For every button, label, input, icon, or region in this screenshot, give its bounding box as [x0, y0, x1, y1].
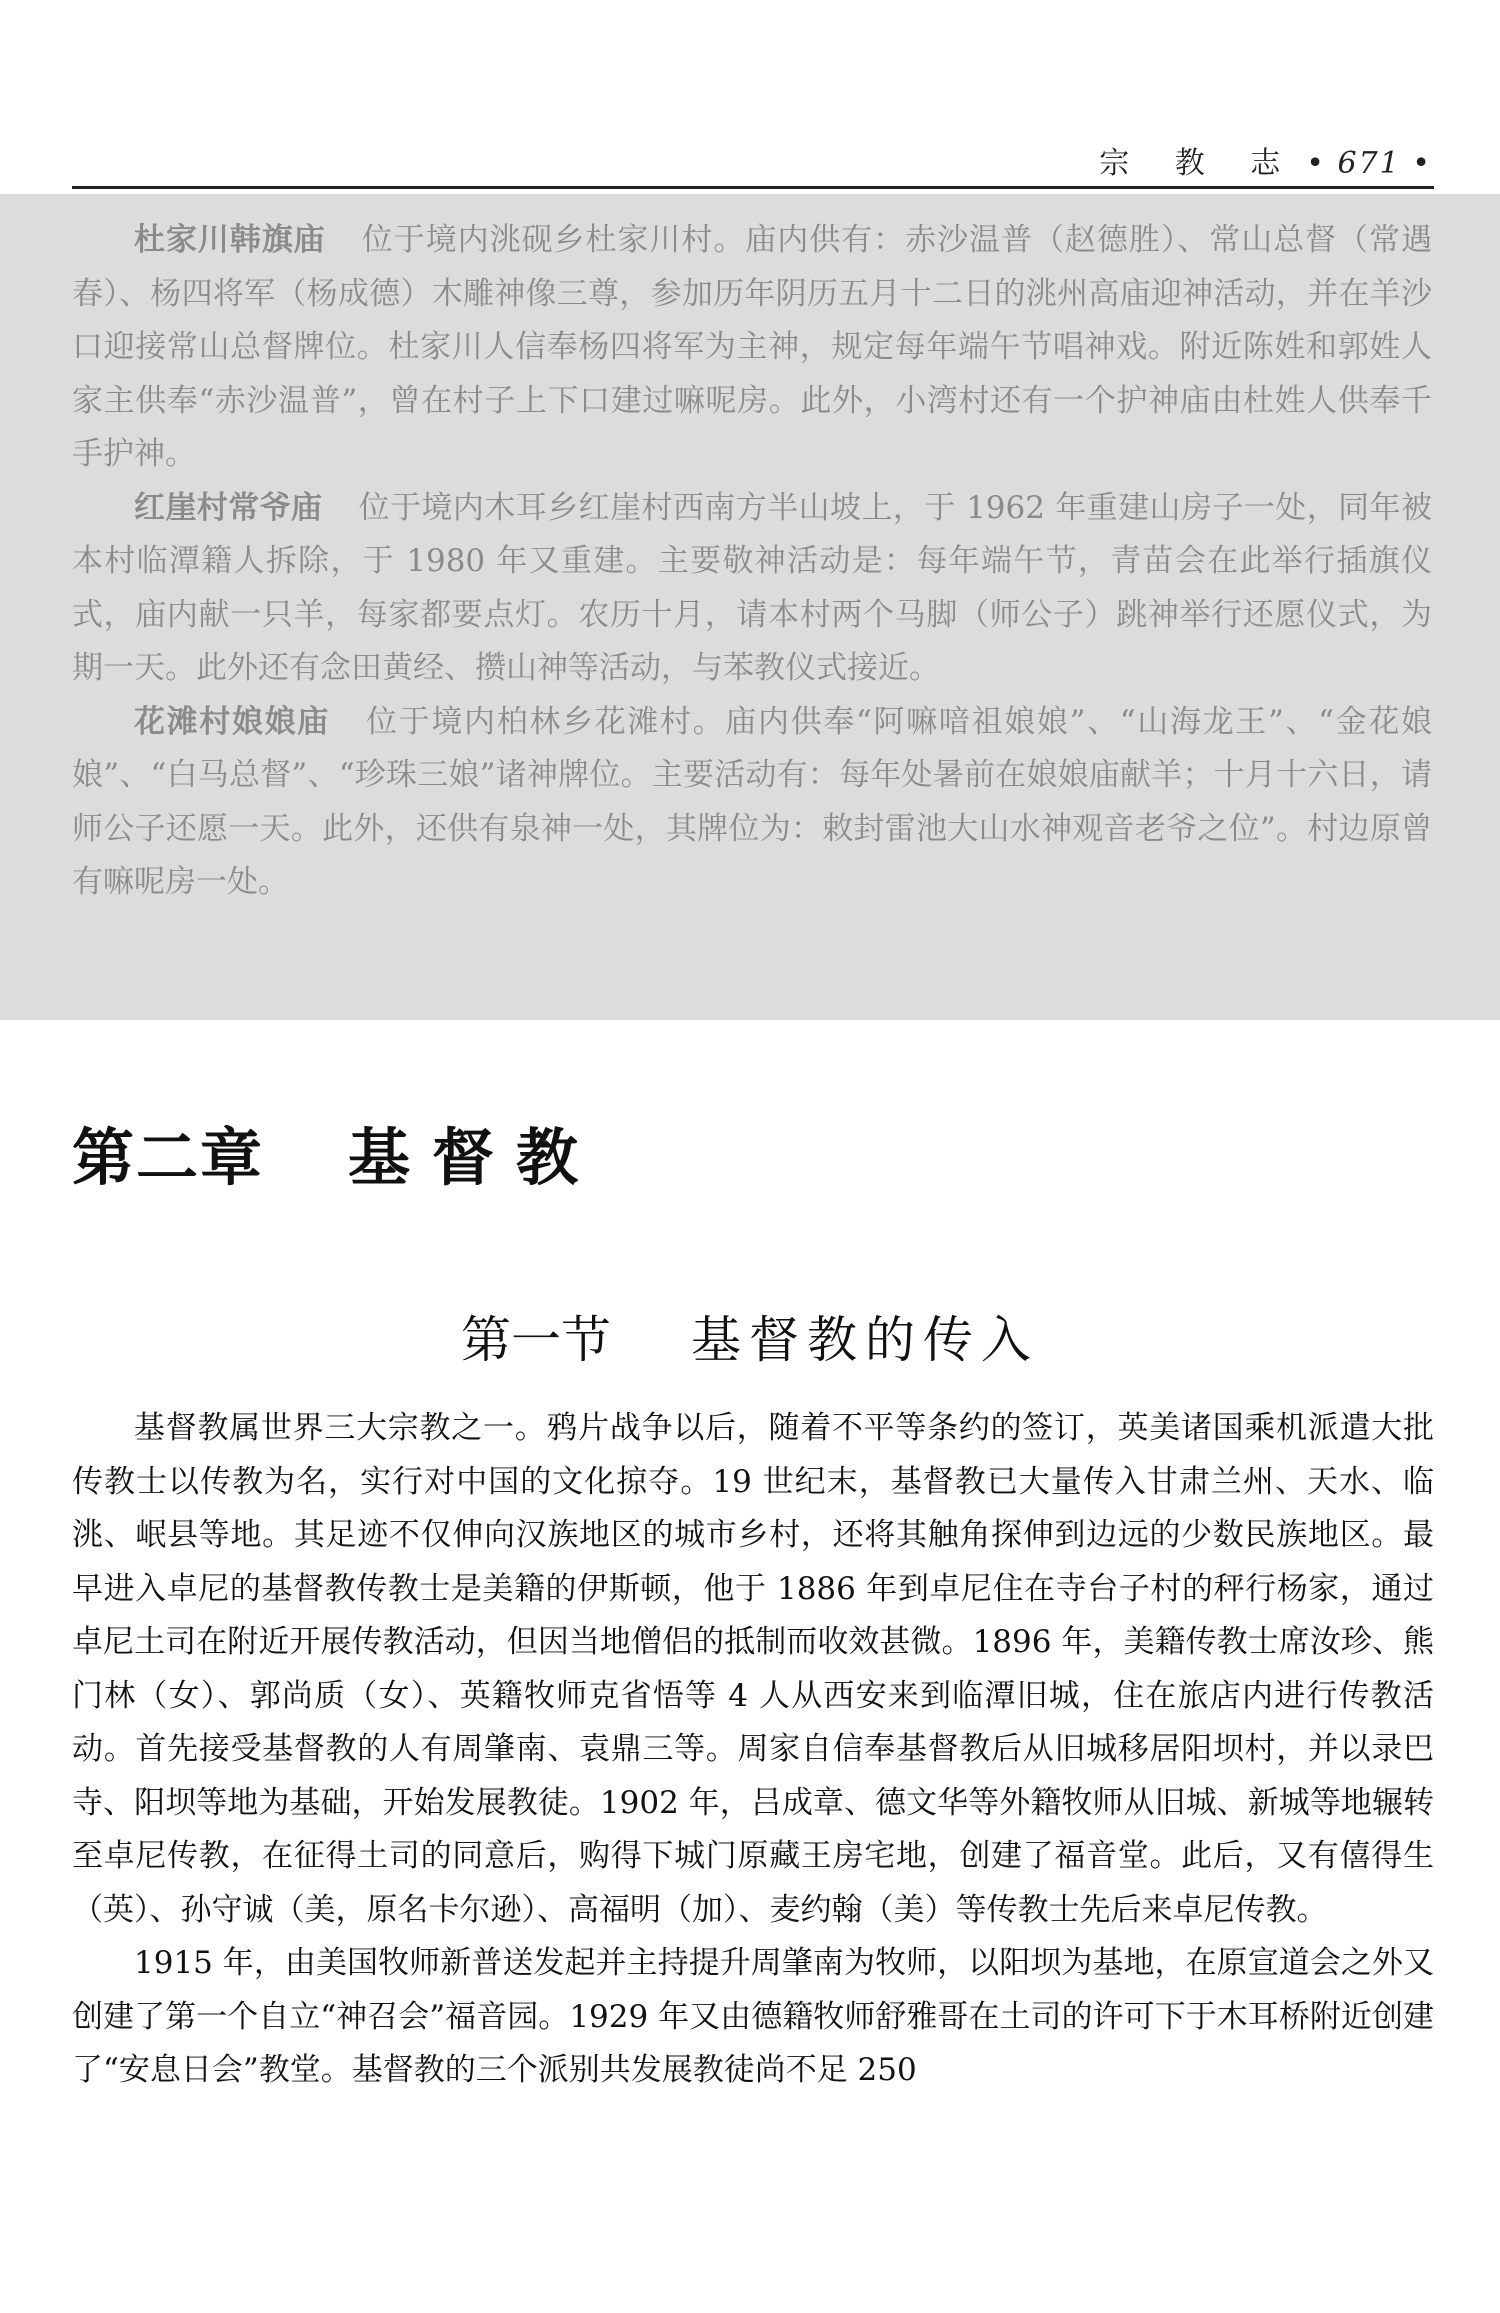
running-header	[74, 138, 1432, 182]
page-number: • 671 •	[1306, 146, 1432, 181]
section-number: 第一节	[461, 1311, 611, 1369]
section-heading	[0, 1300, 1500, 1372]
body-text	[72, 1402, 1434, 2098]
entry-paragraph	[72, 214, 1432, 482]
entry-paragraph	[72, 482, 1432, 696]
entry-title: 花滩村娘娘庙	[134, 703, 331, 740]
chapter-name: 基督教	[348, 1121, 601, 1194]
header-rule	[72, 186, 1434, 189]
entry-text: 位于境内柏林乡花滩村。庙内供奉“阿嘛喑祖娘娘”、“山海龙王”、“金花娘娘”、“白马总督”、“珍珠三娘”诸神牌位。主要活动有：每年处暑前在娘娘庙献羊；十月十六日，请师公子还愿一天。此外，还供有泉神一处，其牌位为：敕封雷池大山水神观音老爷之位”。村边原曾有嘛呢房一处。	[72, 703, 1432, 900]
entry-text: 位于境内洮砚乡杜家川村。庙内供有：赤沙温普（赵德胜）、常山总督（常遇春）、杨四将军（杨成德）木雕神像三尊，参加历年阴历五月十二日的洮州高庙迎神活动，并在羊沙口迎接常山总督牌位。杜家川人信奉杨四将军为主神，规定每年端午节唱神戏。附近陈姓和郭姓人家主供奉“赤沙温普”，曾在村子上下口建过嘛呢房。此外，小湾村还有一个护神庙由杜姓人供奉千手护神。	[72, 222, 1433, 472]
body-paragraph: 1915 年，由美国牧师新普送发起并主持提升周肇南为牧师，以阳坝为基地，在原宣道会之外又创建了第一个自立“神召会”福音园。1929 年又由德籍牧师舒雅哥在土司的许可下于木耳桥附近创建了“安息日会”教堂。基督教的三个派别共发展教徒尚不足 250	[72, 1945, 1434, 2088]
entry-text: 位于境内木耳乡红崖村西南方半山坡上，于 1962 年重建山房子一处，同年被本村临潭籍人拆除，于 1980 年又重建。主要敬神活动是：每年端午节，青苗会在此举行插旗仪式，庙内献一只羊，每家都要点灯。农历十月，请本村两个马脚（师公子）跳神举行还愿仪式，为期一天。此外还有念田黄经、攒山神等活动，与苯教仪式接近。	[72, 489, 1432, 686]
body-paragraph: 基督教属世界三大宗教之一。鸦片战争以后，随着不平等条约的签订，英美诸国乘机派遣大批传教士以传教为名，实行对中国的文化掠夺。19 世纪末，基督教已大量传入甘肃兰州、天水、临洮、岷县等地。其足迹不仅伸向汉族地区的城市乡村，还将其触角探伸到边远的少数民族地区。最早进入卓尼的基督教传教士是美籍的伊斯顿，他于 1886 年到卓尼住在寺台子村的秤行杨家，通过卓尼土司在附近开展传教活动，但因当地僧侣的抵制而收效甚微。1896 年，美籍传教士席汝珍、熊门林（女）、郭尚质（女）、英籍牧师克省悟等 4 人从西安来到临潭旧城，住在旅店内进行传教活动。首先接受基督教的人有周肇南、袁鼎三等。周家自信奉基督教后从旧城移居阳坝村，并以录巴寺、阳坝等地为基础，开始发展教徒。1902 年，吕成章、德文华等外籍牧师从旧城、新城等地辗转至卓尼传教，在征得土司的同意后，购得下城门原藏王房宅地，创建了福音堂。此后，又有僖得生（英）、孙守诚（美，原名卡尔逊）、高福明（加）、麦约翰（美）等传教士先后来卓尼传教。	[72, 1410, 1434, 1928]
chapter-heading	[72, 1108, 600, 1197]
entry-title: 红崖村常爷庙	[134, 489, 323, 526]
section-name: 基督教的传入	[691, 1311, 1039, 1369]
chapter-number: 第二章	[72, 1121, 265, 1194]
entry-paragraph	[72, 696, 1432, 910]
header-section-title: 宗 教 志	[1099, 146, 1299, 181]
shaded-previous-section	[0, 194, 1500, 1020]
entry-title: 杜家川韩旗庙	[134, 222, 326, 258]
